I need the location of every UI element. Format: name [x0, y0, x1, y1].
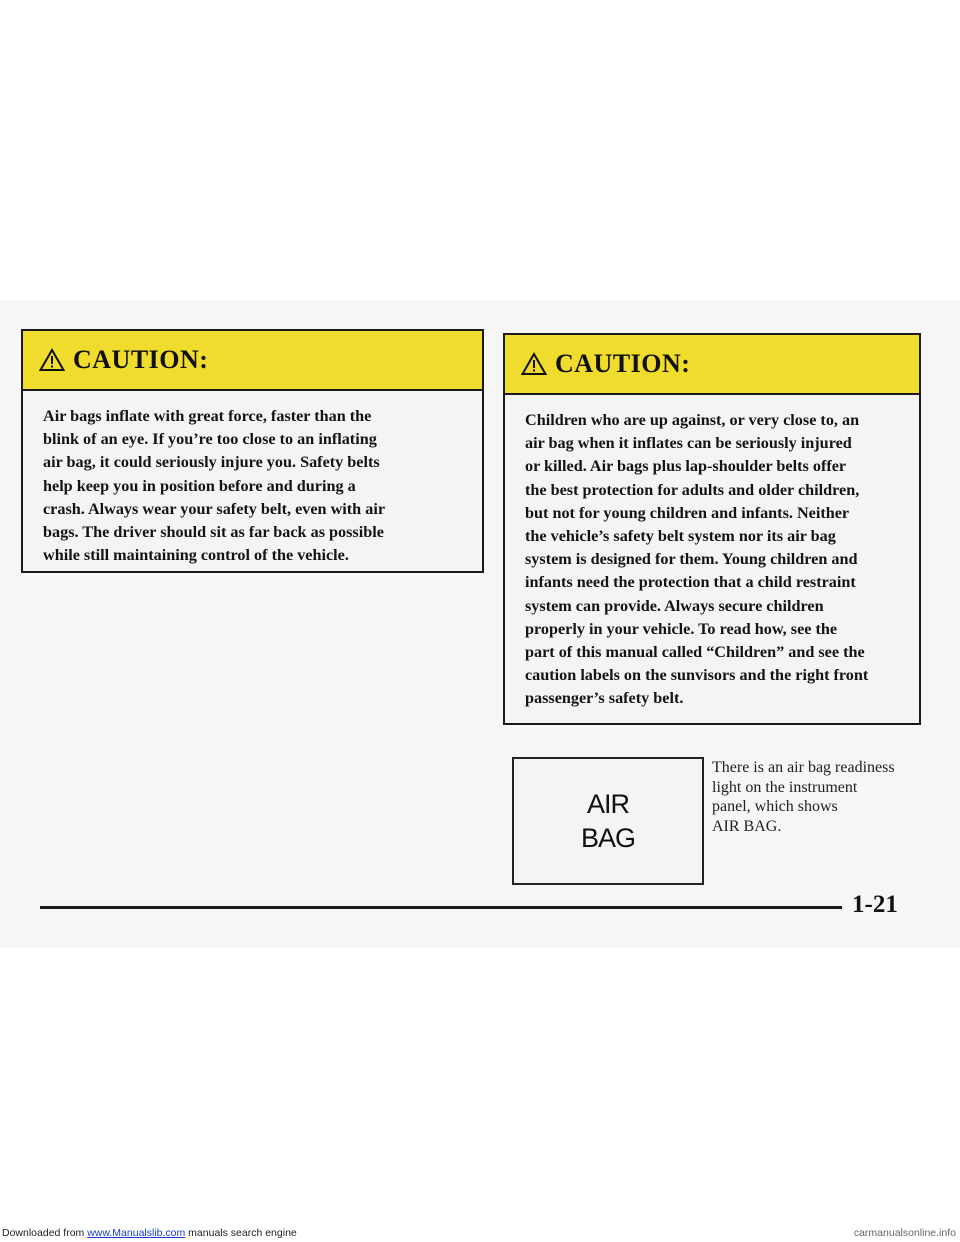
caution-line: or killed. Air bags plus lap-shoulder belts offer [525, 457, 847, 476]
caution-box-children [503, 333, 921, 725]
caution-box-air-bag-force [21, 329, 484, 573]
indicator-description [712, 758, 942, 836]
caution-line: caution labels on the sunvisors and the right front [525, 666, 869, 685]
caution-line: air bag, it could seriously injure you. Safety belts [43, 453, 380, 472]
caution-line: while still maintaining control of the vehicle. [43, 546, 349, 565]
caution-header [505, 335, 919, 395]
caution-line: Children who are up against, or very close to, an [525, 411, 860, 429]
caution-line: properly in your vehicle. To read how, see the [525, 619, 838, 638]
warning-triangle-icon [521, 352, 547, 376]
caution-line: the vehicle’s safety belt system nor its air bag [525, 527, 836, 546]
caution-line: air bag when it inflates can be seriously injured [525, 434, 852, 453]
description-line: light on the instrument [712, 778, 858, 796]
caution-line: the best protection for adults and older children, [525, 480, 860, 499]
caution-line: infants need the protection that a child restraint [525, 573, 856, 592]
air-bag-indicator-light [512, 757, 704, 885]
download-footer [2, 1227, 297, 1239]
caution-line: system can provide. Always secure children [525, 596, 824, 615]
manualslib-link[interactable]: www.Manualslib.com [87, 1227, 186, 1239]
footer-rule [40, 906, 842, 909]
footer-prefix: Downloaded from [2, 1227, 88, 1239]
caution-line: crash. Always wear your safety belt, even with air [43, 499, 385, 518]
caution-line: but not for young children and infants. Neither [525, 503, 850, 522]
watermark: carmanualsonline.info [853, 1227, 956, 1239]
caution-line: Air bags inflate with great force, faster than the [43, 407, 372, 425]
caution-header [23, 331, 482, 391]
indicator-label-air: AIR [586, 789, 629, 819]
caution-title: CAUTION: [73, 345, 209, 374]
page-number: 1-21 [852, 891, 898, 918]
warning-triangle-icon [39, 348, 65, 372]
description-line: AIR BAG. [712, 817, 782, 835]
caution-title: CAUTION: [555, 349, 691, 378]
caution-line: blink of an eye. If you’re too close to an inflating [43, 430, 377, 449]
indicator-label-bag: BAG [580, 823, 636, 853]
caution-line: passenger’s safety belt. [525, 689, 684, 708]
caution-text [505, 395, 919, 723]
description-line: panel, which shows [712, 798, 838, 815]
caution-line: part of this manual called “Children” and see the [525, 643, 865, 662]
caution-line: help keep you in position before and during a [43, 476, 356, 495]
footer-suffix: manuals search engine [185, 1227, 297, 1239]
caution-line: bags. The driver should sit as far back as possible [43, 523, 384, 542]
description-line: There is an air bag readiness [712, 759, 895, 776]
caution-line: system is designed for them. Young children and [525, 550, 858, 569]
caution-text [23, 391, 482, 579]
